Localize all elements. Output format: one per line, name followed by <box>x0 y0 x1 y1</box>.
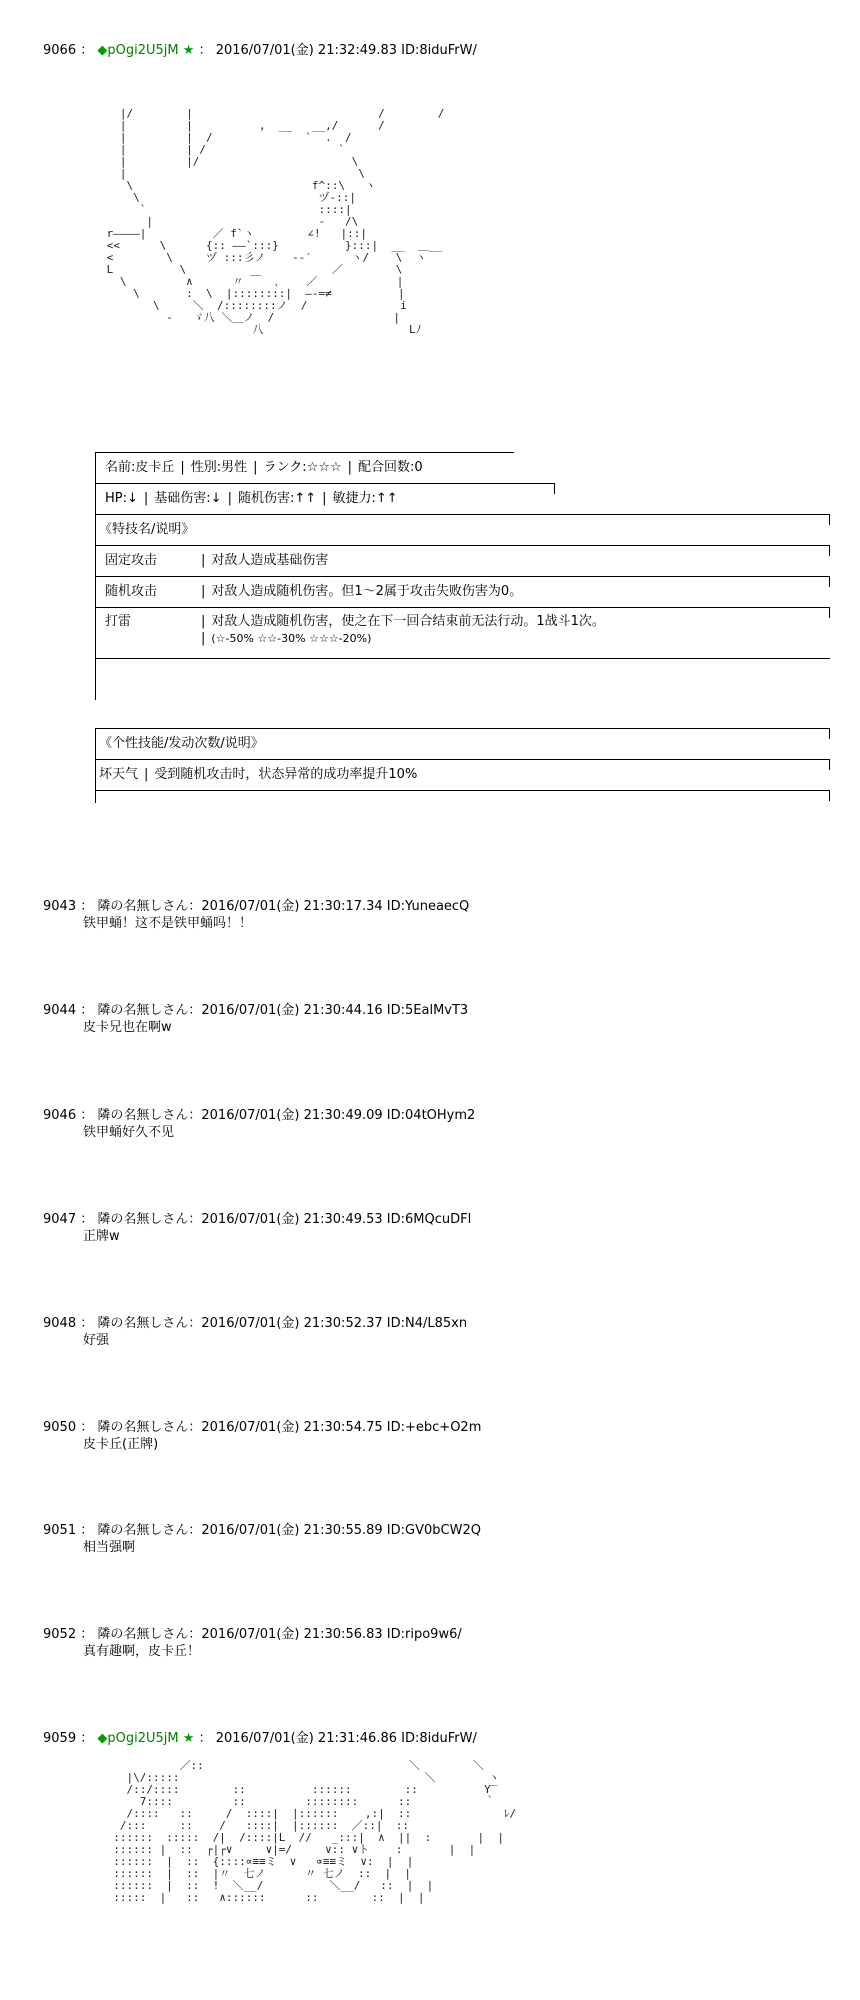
poster-name: 隣の名無しさん <box>97 1212 189 1227</box>
post-body: 真有趣啊，皮卡丘！ <box>83 1644 201 1659</box>
reply-post: 9050 ： 隣の名無しさん：2016/07/01(金) 21:30:54.75 ID:+ebc+O2m 皮卡丘(正牌) <box>43 1419 833 1453</box>
post-separator: ： <box>80 1731 94 1746</box>
post-date: 2016/07/01(金) 21:30:17.34 <box>201 899 383 914</box>
post-number: 9048 <box>43 1316 77 1331</box>
post-number: 9047 <box>43 1212 77 1227</box>
post-body: 相当强啊 <box>83 1540 136 1555</box>
post-separator: ： <box>80 43 94 58</box>
skill-desc: 对敌人造成基础伤害 <box>211 553 329 568</box>
post-id: ID:04tOHym2 <box>386 1108 476 1123</box>
post-body: 皮卡丘(正牌) <box>83 1437 159 1452</box>
stat-base-damage: 基础伤害:↓ <box>154 491 222 506</box>
post-date: 2016/07/01(金) 21:30:56.83 <box>201 1627 383 1642</box>
post-number: 9044 <box>43 1003 77 1018</box>
tripcode: pOgi2U5jM <box>107 1731 179 1746</box>
stat-hp: HP:↓ <box>105 491 138 506</box>
post-header <box>43 1730 833 1747</box>
stat-random-damage: 随机伤害:↑↑ <box>237 491 317 506</box>
card-name: 名前:皮卡丘 <box>105 460 175 475</box>
post-colon: ： <box>198 1731 212 1746</box>
trip-diamond-icon: ◆ <box>97 1731 108 1746</box>
traits-header-text: 《个性技能/发动次数/说明》 <box>99 736 264 751</box>
skill-row-thunder: 打雷 | 对敌人造成随机伤害，使之在下一回合结束前无法行动。1战斗1次。 | (☆-50% ☆☆-30% ☆☆☆-20%) <box>105 614 605 646</box>
card-rank: ランク:☆☆☆ <box>263 460 342 475</box>
poster-name: 隣の名無しさん <box>97 1003 189 1018</box>
post-body: 铁甲蛹好久不见 <box>83 1125 175 1140</box>
post-id: ID:+ebc+O2m <box>386 1420 482 1435</box>
card-row-stats: HP:↓ | 基础伤害:↓ | 随机伤害:↑↑ | 敏捷力:↑↑ <box>105 491 398 506</box>
post-number: 9066 <box>43 43 77 58</box>
post-header <box>43 42 833 59</box>
card-row-profile: 名前:皮卡丘 | 性別:男性 | ランク:☆☆☆ | 配合回数:0 <box>105 460 423 475</box>
ascii-art-bottom: ／:: ＼ ＼ |\/::::: ＼ ヽ /::/:::: :: :::::: :: Y‾ 7:::: :: :::::::: :: ｀ /:::: :: / ::::| |:::::: ,:| :: ﾚ/ /::: :: / ::::| |:::::: ／::| :: :::::: ::::: /| /::::|L // _:::| ∧ || : | | :::::: | :: ┌|┌∨ ∨|=/ ∨:: ∨ト : | | :::::: | :: {::::∝≡≡ミ ∨ ∝≡≡ミ ∨: | | :::::: | :: |〃 七ノ 〃 七ノ :: | | :::::: | :: ! ＼__/ ＼__/ :: | | ::::: | :: ∧:::::: :: :: | | <box>113 1759 517 1904</box>
tripcode: pOgi2U5jM <box>107 43 179 58</box>
star-icon: ★ <box>182 43 195 58</box>
post-date: 2016/07/01(金) 21:30:44.16 <box>201 1003 383 1018</box>
poster-name: 隣の名無しさん <box>97 899 189 914</box>
card-gender: 性別:男性 <box>190 460 248 475</box>
post-id: ID:8iduFrW/ <box>401 1731 477 1746</box>
post-number: 9046 <box>43 1108 77 1123</box>
post-body: 皮卡兄也在啊w <box>83 1020 172 1035</box>
stat-agility: 敏捷力:↑↑ <box>332 491 398 506</box>
skill-note: (☆-50% ☆☆-30% ☆☆☆-20%) <box>211 632 372 645</box>
post-id: ID:ripo9w6/ <box>386 1627 462 1642</box>
skill-desc: 对敌人造成随机伤害。但1～2属于攻击失败伤害为0。 <box>211 584 523 599</box>
poster-name: 隣の名無しさん <box>97 1523 189 1538</box>
post-id: ID:YuneaecQ <box>386 899 470 914</box>
post-id: ID:GV0bCW2Q <box>386 1523 481 1538</box>
reply-post: 9052 ： 隣の名無しさん：2016/07/01(金) 21:30:56.83 ID:ripo9w6/ 真有趣啊，皮卡丘！ <box>43 1626 833 1660</box>
post-date: 2016/07/01(金) 21:30:49.53 <box>201 1212 383 1227</box>
status-card <box>95 452 830 657</box>
reply-post: 9047 ： 隣の名無しさん：2016/07/01(金) 21:30:49.53 ID:6MQcuDFl 正牌w <box>43 1211 833 1245</box>
post-number: 9050 <box>43 1420 77 1435</box>
trip-diamond-icon: ◆ <box>97 43 108 58</box>
post-date: 2016/07/01(金) 21:30:54.75 <box>201 1420 383 1435</box>
post-id: ID:N4/L85xn <box>386 1316 468 1331</box>
post-body: 正牌w <box>83 1229 120 1244</box>
post-id: ID:8iduFrW/ <box>401 43 477 58</box>
reply-post: 9044 ： 隣の名無しさん：2016/07/01(金) 21:30:44.16 ID:5EalMvT3 皮卡兄也在啊w <box>43 1002 833 1036</box>
ascii-art-pikachu: |/ | / / | | , __ __,/ / | | / ` . / | | / ` | |/ \ | \ \ f^::\ ヽ \ ヅ-::| ` ::::| | - /\ r――――| ／ f`ヽ ∠! |::| << \ {:: ――`:::} }:::| __ ＿__ < \ ヅ :::彡ノ ‐‐′ ヽ/ \ ヽ L \ ／ \ \ ∧ 〃 ￣ ､ ／ | \ : \ |::::::::| ―‐=≠ | \ ＼ /::::::::ノ / i ‐ ゞ八 ＼＿ノ / | 八 Lﾉ <box>106 107 445 336</box>
skill-name: 随机攻击 <box>105 584 158 599</box>
post-body: 好强 <box>83 1333 110 1348</box>
traits-card <box>95 728 830 790</box>
post-number: 9043 <box>43 899 77 914</box>
op-post-header-9059 <box>43 1730 833 1747</box>
card-breed-count: 配合回数:0 <box>358 460 423 475</box>
skill-desc: 对敌人造成随机伤害，使之在下一回合结束前无法行动。1战斗1次。 <box>211 614 605 629</box>
trait-name: 坏天气 <box>99 767 139 782</box>
post-id: ID:5EalMvT3 <box>386 1003 469 1018</box>
reply-post: 9046 ： 隣の名無しさん：2016/07/01(金) 21:30:49.09 ID:04tOHym2 铁甲蛹好久不见 <box>43 1107 833 1141</box>
post-date: 2016/07/01(金) 21:30:55.89 <box>201 1523 383 1538</box>
reply-post: 9051 ： 隣の名無しさん：2016/07/01(金) 21:30:55.89 ID:GV0bCW2Q 相当强啊 <box>43 1522 833 1556</box>
post-body: 铁甲蛹！这不是铁甲蛹吗！！ <box>83 916 253 931</box>
post-date: 2016/07/01(金) 21:31:46.86 <box>215 1731 397 1746</box>
skill-row-random-attack: 随机攻击 | 对敌人造成随机伤害。但1～2属于攻击失败伤害为0。 <box>105 584 523 599</box>
post-date: 2016/07/01(金) 21:32:49.83 <box>215 43 397 58</box>
trait-desc: 受到随机攻击时，状态异常的成功率提升10% <box>154 767 418 782</box>
post-id: ID:6MQcuDFl <box>386 1212 472 1227</box>
poster-name: 隣の名無しさん <box>97 1316 189 1331</box>
poster-name: 隣の名無しさん <box>97 1627 189 1642</box>
reply-post: 9048 ： 隣の名無しさん：2016/07/01(金) 21:30:52.37 ID:N4/L85xn 好强 <box>43 1315 833 1349</box>
post-colon: ： <box>198 43 212 58</box>
skills-header-text: 《特技名/说明》 <box>99 522 195 537</box>
post-number: 9059 <box>43 1731 77 1746</box>
poster-name: 隣の名無しさん <box>97 1420 189 1435</box>
skills-header <box>95 514 830 545</box>
skill-row-fixed-attack: 固定攻击 | 对敌人造成基础伤害 <box>105 553 329 568</box>
post-date: 2016/07/01(金) 21:30:49.09 <box>201 1108 383 1123</box>
op-post-header-9066 <box>43 42 833 59</box>
poster-name: 隣の名無しさん <box>97 1108 189 1123</box>
skill-name: 打雷 <box>105 614 132 629</box>
post-date: 2016/07/01(金) 21:30:52.37 <box>201 1316 383 1331</box>
star-icon: ★ <box>182 1731 195 1746</box>
skill-name: 固定攻击 <box>105 553 158 568</box>
post-number: 9051 <box>43 1523 77 1538</box>
traits-header <box>95 728 830 759</box>
trait-row: 坏天气 | 受到随机攻击时，状态异常的成功率提升10% <box>99 767 418 782</box>
reply-post: 9043 ： 隣の名無しさん：2016/07/01(金) 21:30:17.34 ID:YuneaecQ 铁甲蛹！这不是铁甲蛹吗！！ <box>43 898 833 932</box>
post-number: 9052 <box>43 1627 77 1642</box>
